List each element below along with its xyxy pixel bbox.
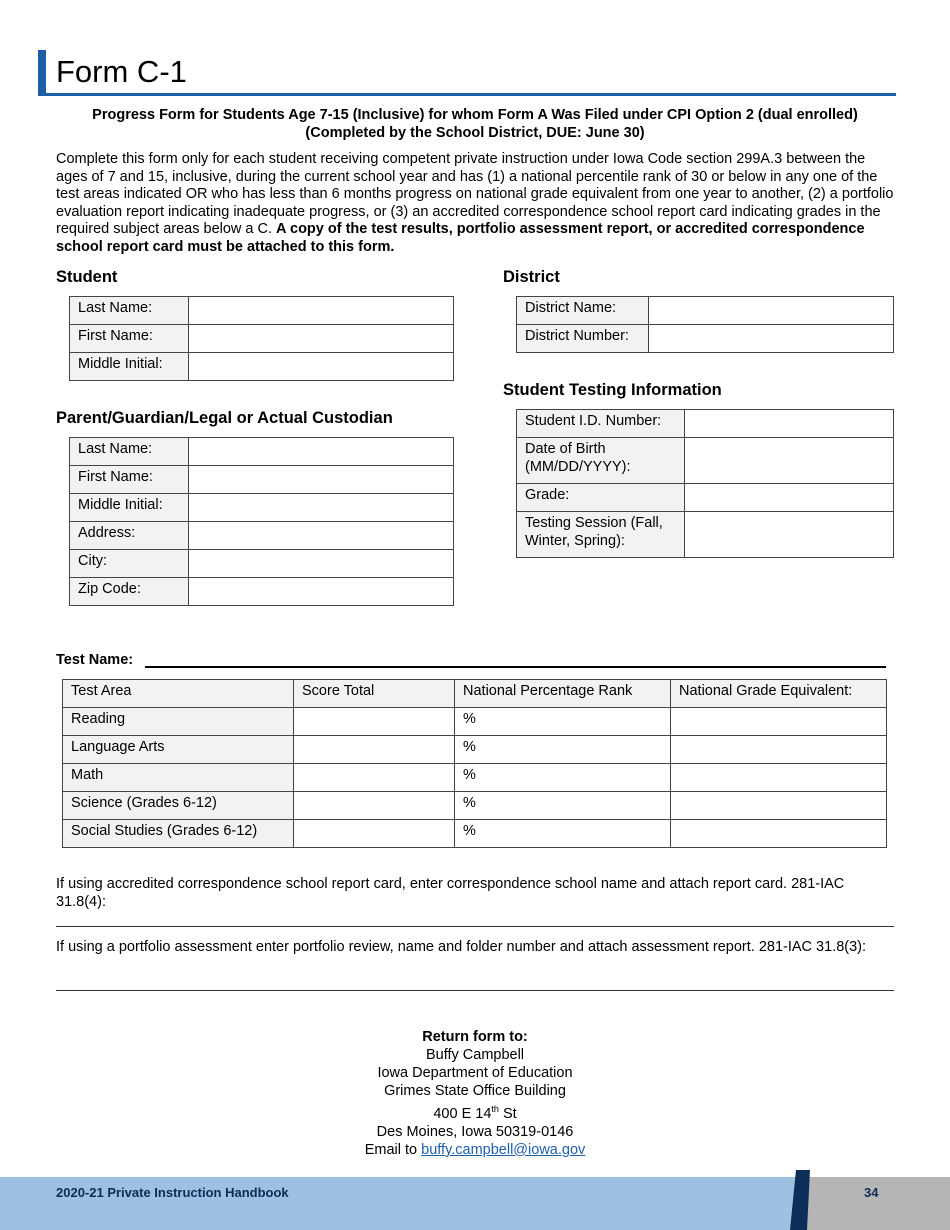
portfolio-answer-line[interactable] [56,990,894,991]
district-name-field[interactable] [649,297,894,325]
student-first-name-field[interactable] [189,325,454,353]
student-table [69,296,454,381]
table-row [63,792,887,820]
test-area-cell: Reading [63,708,294,736]
district-name-label: District Name: [517,297,649,325]
score-total-cell[interactable] [294,820,455,848]
table-row [63,764,887,792]
district-number-field[interactable] [649,325,894,353]
return-city: Des Moines, Iowa 50319-0146 [376,1123,574,1140]
footer-page-number: 34 [864,1185,879,1200]
return-address-block [56,1028,894,1159]
grade-field[interactable] [685,484,894,512]
header-national-grade-equivalent: National Grade Equivalent: [671,680,887,708]
return-email-link[interactable]: buffy.campbell@iowa.gov [421,1141,586,1158]
header-score-total: Score Total [294,680,455,708]
parent-zip-field[interactable] [189,578,454,606]
return-email-prefix: Email to [364,1141,422,1158]
test-name-field[interactable] [145,666,886,668]
parent-city-label: City: [70,550,189,578]
score-total-cell[interactable] [294,764,455,792]
return-name: Buffy Campbell [425,1047,525,1063]
parent-middle-initial-label: Middle Initial: [70,494,189,522]
student-id-field[interactable] [685,410,894,438]
correspondence-instruction: If using accredited correspondence school report card, enter correspondence school name and attach report card. 281-IAC 31.8(4): [56,876,845,910]
test-area-cell: Social Studies (Grades 6-12) [63,820,294,848]
district-table [516,296,894,353]
parent-zip-label: Zip Code: [70,578,189,606]
test-area-cell: Math [63,764,294,792]
score-total-cell[interactable] [294,708,455,736]
subtitle-line-1: Progress Form for Students Age 7-15 (Inclusive) for whom Form A Was Filed under CPI Option 2 (dual enrolled) [92,107,858,123]
intro-paragraph [56,151,896,257]
date-of-birth-label: Date of Birth (MM/DD/YYYY): [517,438,685,484]
test-score-table [62,679,887,848]
return-org: Iowa Department of Education [377,1065,573,1081]
parent-address-field[interactable] [189,522,454,550]
parent-city-field[interactable] [189,550,454,578]
table-row [63,736,887,764]
correspondence-answer-line[interactable] [56,926,894,927]
return-street [56,1100,894,1123]
return-building: Grimes State Office Building [384,1083,566,1099]
score-total-cell[interactable] [294,736,455,764]
percentage-rank-cell[interactable]: % [455,820,671,848]
student-middle-initial-field[interactable] [189,353,454,381]
table-row [63,708,887,736]
student-middle-initial-label: Middle Initial: [70,353,189,381]
parent-last-name-field[interactable] [189,438,454,466]
percentage-rank-cell[interactable]: % [455,708,671,736]
return-heading: Return form to: [422,1029,528,1045]
grade-equivalent-cell[interactable] [671,820,887,848]
district-heading: District [503,268,560,286]
return-street-end: St [498,1105,517,1122]
test-name-label: Test Name: [56,652,134,668]
title-accent-bar [38,50,46,95]
district-number-label: District Number: [517,325,649,353]
student-first-name-label: First Name: [70,325,189,353]
percentage-rank-cell[interactable]: % [455,792,671,820]
score-total-cell[interactable] [294,792,455,820]
form-subtitle [56,106,894,142]
percentage-rank-cell[interactable]: % [455,764,671,792]
testing-table [516,409,894,558]
subtitle-line-2: (Completed by the School District, DUE: June 30) [305,125,645,141]
parent-last-name-label: Last Name: [70,438,189,466]
return-street-suffix: th [491,1104,499,1114]
testing-heading: Student Testing Information [503,381,722,399]
footer-handbook-title: 2020-21 Private Instruction Handbook [56,1185,289,1200]
student-heading: Student [56,268,118,286]
page-title: Form C-1 [56,54,187,89]
header-national-percentage-rank: National Percentage Rank [455,680,671,708]
return-email-line [56,1141,894,1159]
intro-text: Complete this form only for each student receiving competent private instruction under Iowa Code section 299A.3 between the ages of 7 and 15, inclusive, during the current school year and has (1) a national percentile rank of 30 or below in any one of the test areas indicated OR who has less than 6 months progress on national grade equivalent from one year to another, (2) a portfolio evaluation report indicating inadequate progress, or (3) an accredited correspondence school report card indicating grades in the required subject areas below a C. [56,151,894,238]
header-test-area: Test Area [63,680,294,708]
student-last-name-label: Last Name: [70,297,189,325]
title-rule [38,93,896,96]
grade-equivalent-cell[interactable] [671,764,887,792]
return-street-number: 400 E 14 [433,1105,492,1122]
student-id-label: Student I.D. Number: [517,410,685,438]
parent-table [69,437,454,606]
grade-equivalent-cell[interactable] [671,736,887,764]
parent-address-label: Address: [70,522,189,550]
intro-bold-text: A copy of the test results, portfolio assessment report, or accredited correspondence school report card must be attached to this form. [56,221,865,255]
test-area-cell: Language Arts [63,736,294,764]
portfolio-instruction: If using a portfolio assessment enter portfolio review, name and folder number and attach assessment report. 281-IAC 31.8(3): [56,939,867,955]
testing-session-field[interactable] [685,512,894,558]
parent-middle-initial-field[interactable] [189,494,454,522]
percentage-rank-cell[interactable]: % [455,736,671,764]
date-of-birth-field[interactable] [685,438,894,484]
grade-label: Grade: [517,484,685,512]
parent-first-name-field[interactable] [189,466,454,494]
test-area-cell: Science (Grades 6-12) [63,792,294,820]
student-last-name-field[interactable] [189,297,454,325]
parent-first-name-label: First Name: [70,466,189,494]
testing-session-label: Testing Session (Fall, Winter, Spring): [517,512,685,558]
parent-heading: Parent/Guardian/Legal or Actual Custodian [56,409,393,427]
table-row [63,820,887,848]
grade-equivalent-cell[interactable] [671,792,887,820]
grade-equivalent-cell[interactable] [671,708,887,736]
